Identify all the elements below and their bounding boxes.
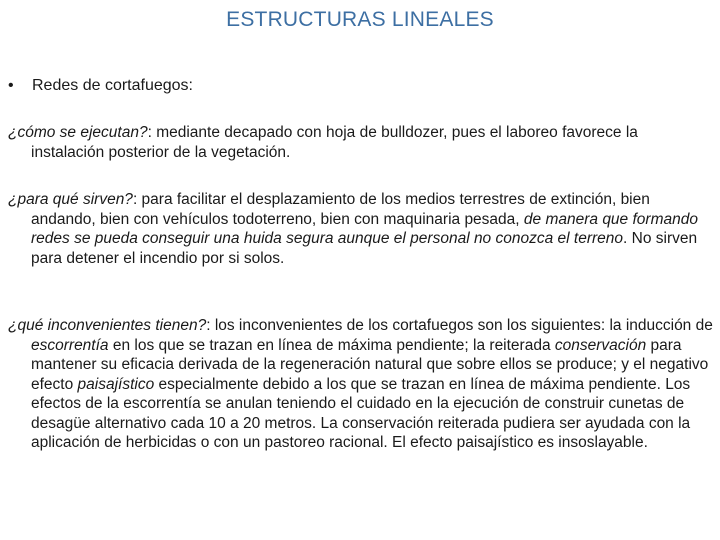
paragraph-text-italic: de manera que formando redes se pueda conseguir una huida segura aunque el personal no conozca el terreno: [31, 210, 698, 247]
paragraph-text-italic: conservación: [554, 336, 647, 354]
paragraph-text: en los que se trazan en línea de máxima pendiente; la reiterada: [108, 336, 555, 354]
paragraph-text: especialmente debido a los que se trazan en línea de máxima pendiente. Los efectos de la escorrentía se anulan teniendo el cuidado en la ejecución de construir cunetas de desagüe alternativo cada 10 a 20 metros. La conservación reiterada pudiera ser ayudada con la aplicación de herbicidas o con un pastoreo racional. El efecto paisajístico es insoslayable.: [31, 375, 691, 451]
paragraph-purpose: [8, 190, 714, 268]
paragraph-text: : mediante decapado con hoja de bulldozer, pues el laboreo favorece la instalación posterior de la vegetación.: [31, 124, 638, 161]
paragraph-how-executed: [8, 123, 714, 162]
paragraph-text-italic: escorrentía: [31, 336, 109, 354]
slide-title: ESTRUCTURAS LINEALES: [226, 8, 494, 31]
paragraph-text: . No sirven para detener el incendio por si solos.: [31, 230, 698, 267]
bullet-item: [8, 77, 193, 95]
paragraph-drawbacks: [8, 316, 714, 453]
paragraph-text: : los inconvenientes de los cortafuegos son los siguientes: la inducción de: [206, 317, 713, 334]
paragraph-text: para mantener su eficacia derivada de la regeneración natural que sobre ellos se produce; y el negativo efecto: [31, 336, 709, 393]
bullet-heading: Redes de cortafuegos:: [32, 77, 193, 94]
paragraph-text: : para facilitar el desplazamiento de los medios terrestres de extinción, bien andando, bien con vehículos todoterreno, bien con maquinaria pesada,: [31, 191, 650, 228]
question-label: ¿qué inconvenientes tienen?: [8, 317, 207, 334]
paragraph-text-italic: paisajístico: [77, 375, 155, 393]
question-label: ¿cómo se ejecutan?: [8, 124, 148, 141]
bullet-marker: •: [8, 77, 14, 94]
question-label: ¿para qué sirven?: [8, 191, 133, 208]
